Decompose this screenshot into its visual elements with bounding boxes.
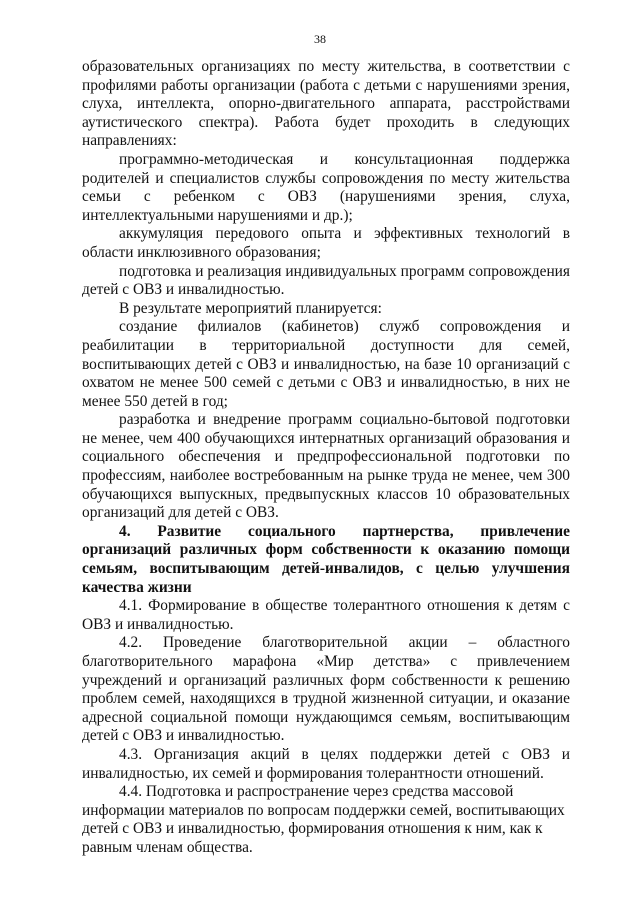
list-item-4-3: 4.3. Организация акций в целях поддержки детей с ОВЗ и инвалидностью, их семей и формирования толерантности отношений. <box>82 745 570 782</box>
section-heading: 4. Развитие социального партнерства, привлечение организаций различных форм собственности к оказанию помощи семьям, воспитывающим детей-инвалидов, с целью улучшения качества жизни <box>82 522 570 596</box>
list-item-4-4: 4.4. Подготовка и распространение через средства массовой информации материалов по вопросам поддержки семей, воспитывающих детей с ОВЗ и инвалидностью, формирования отношения к ним, как к равным членам общества. <box>82 783 565 856</box>
paragraph-direction-experience: аккумуляция передового опыта и эффективных технологий в области инклюзивного образования; <box>82 225 570 261</box>
paragraph-result-training: разработка и внедрение программ социально-бытовой подготовки не менее, чем 400 обучающихся интернатных организаций образования и социального обеспечения и предпрофессиональной подготовки по профессиям, наиболее востребованным на рынке труда не менее, чем 300 обучающихся выпускных, предвыпускных классов 10 образовательных организаций для детей с ОВЗ. <box>82 411 570 522</box>
page-number: 38 <box>314 32 326 46</box>
paragraph-direction-programs: подготовка и реализация индивидуальных программ сопровождения детей с ОВЗ и инвалидностью. <box>82 262 570 299</box>
paragraph-direction-support: программно-методическая и консультационная поддержка родителей и специалистов службы сопровождения по месту жительства семьи с ребенком с ОВЗ (нарушениями зрения, слуха, интеллектуальными нарушениями и др.); <box>82 150 570 224</box>
list-item-4-2: 4.2. Проведение благотворительной акции – областного благотворительного марафона «Мир детства» с привлечением учреждений и организаций различных форм собственности к решению проблем семей, находящихся в трудной жизненной ситуации, и оказание адресной социальной помощи нуждающимся семьям, воспитывающим детей с ОВЗ и инвалидностью. <box>82 634 570 745</box>
document-body <box>82 58 570 858</box>
paragraph-result-branches: создание филиалов (кабинетов) служб сопровождения и реабилитации в территориальной доступности для семей, воспитывающих детей с ОВЗ и инвалидностью, на базе 10 организаций с охватом не менее 500 семей с детьми с ОВЗ и инвалидностью, в них не менее 550 детей в год; <box>82 318 570 410</box>
list-item-4-1: 4.1. Формирование в обществе толерантного отношения к детям с ОВЗ и инвалидностью. <box>82 597 570 633</box>
paragraph-continuation: образовательных организациях по месту жительства, в соответствии с профилями работы организации (работа с детьми с нарушениями зрения, слуха, интеллекта, опорно-двигательного аппарата, расстройствами аутистического спектра). Работа будет проходить в следующих направлениях: <box>82 58 570 150</box>
paragraph-results-intro: В результате мероприятий планируется: <box>119 299 382 317</box>
